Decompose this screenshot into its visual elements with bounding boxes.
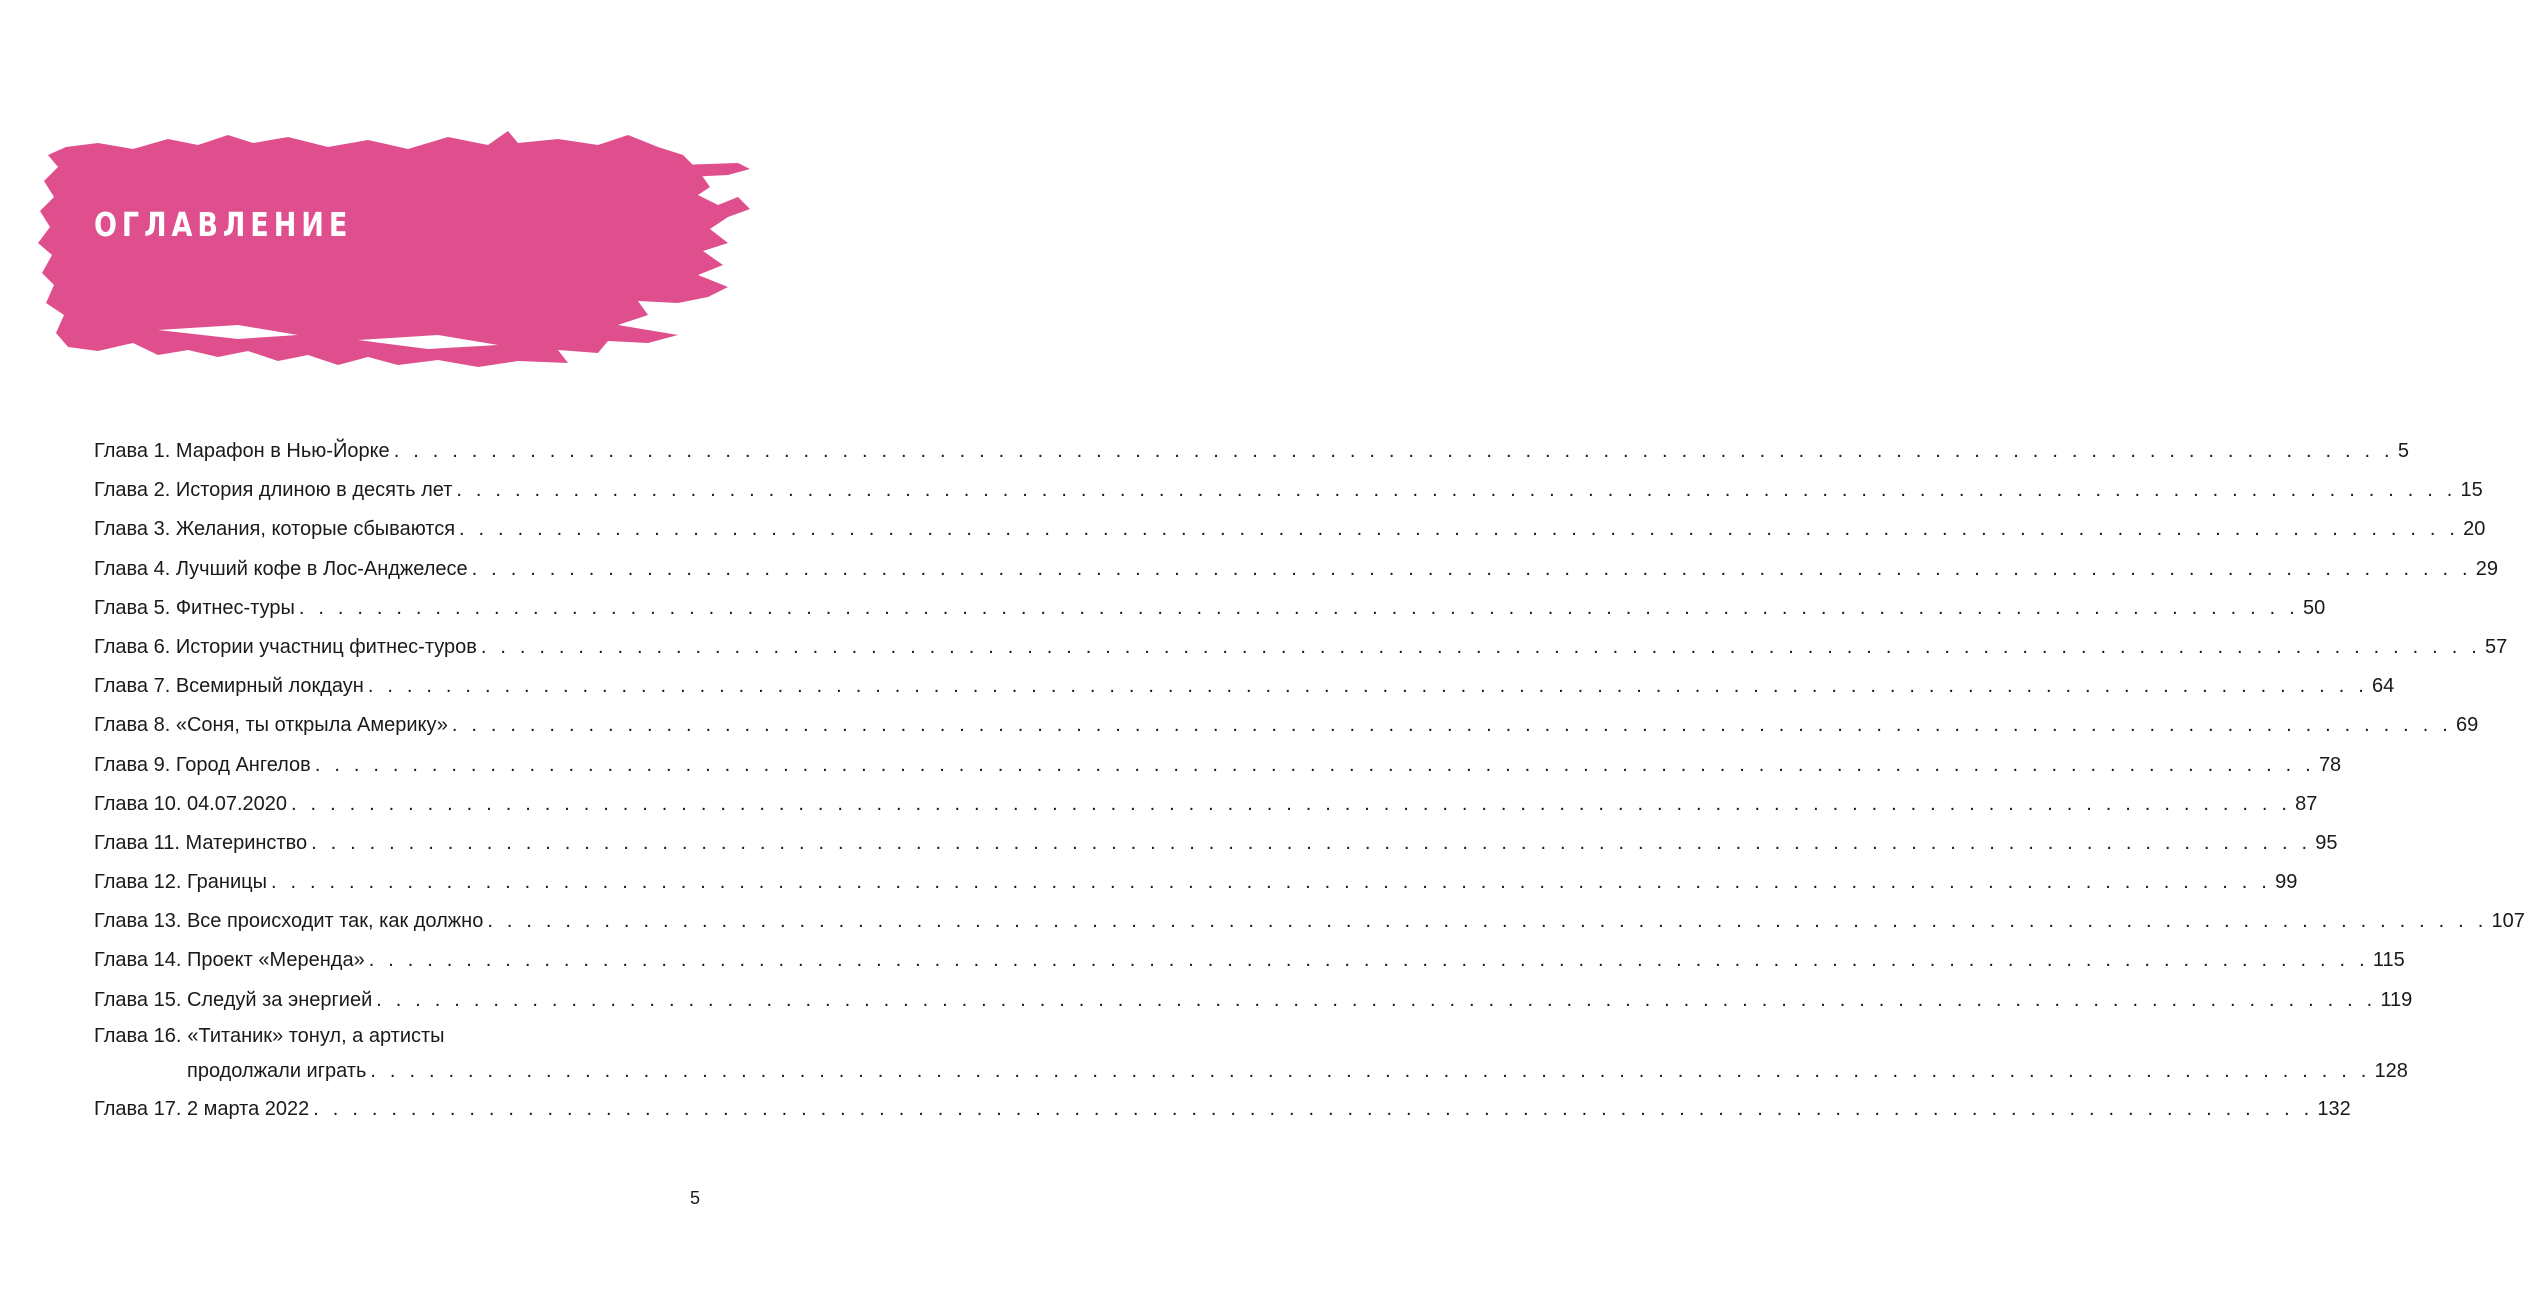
toc-entry-label: Глава 17. 2 марта 2022	[94, 1097, 310, 1120]
toc-entry-label: Глава 6. Истории участниц фитнес-туров	[94, 635, 477, 658]
dot-leader	[313, 1090, 2313, 1129]
dot-leader	[487, 902, 2487, 941]
toc-entry[interactable]	[94, 746, 2342, 785]
toc-entry-page: 95	[2315, 831, 2338, 854]
toc-entry[interactable]	[94, 824, 2338, 863]
toc-entry-label: Глава 15. Следуй за энергией	[94, 988, 373, 1011]
pink-brush-stroke	[38, 125, 750, 370]
dot-leader	[459, 510, 2459, 549]
toc-entry[interactable]	[94, 471, 2483, 510]
dot-leader	[456, 471, 2456, 510]
toc-entry[interactable]	[94, 981, 2413, 1020]
toc-entry-page: 69	[2455, 714, 2479, 737]
toc-entry-page: 57	[2484, 635, 2508, 658]
toc-heading: ОГЛАВЛЕНИЕ	[94, 205, 353, 244]
toc-entry[interactable]	[94, 1020, 2408, 1090]
toc-entry-label: Глава 13. Все происходит так, как должно	[94, 910, 484, 933]
toc-entry-label: Глава 8. «Соня, ты открыла Америку»	[94, 714, 448, 737]
toc-entry-label: Глава 4. Лучший кофе в Лос-Анджелесе	[94, 557, 468, 580]
dot-leader	[311, 824, 2311, 863]
brush-shape	[38, 131, 750, 367]
toc-entry[interactable]	[94, 628, 2508, 667]
page-number: 5	[690, 1188, 701, 1208]
toc-entry[interactable]	[94, 589, 2326, 628]
toc-entry[interactable]	[94, 1090, 2351, 1129]
dot-leader	[271, 863, 2271, 902]
dot-leader	[315, 746, 2315, 785]
toc-entry-label: Глава 11. Материнство	[94, 831, 308, 854]
toc-entry-multiline	[94, 1020, 2408, 1090]
dot-leader	[472, 550, 2472, 589]
toc-entry[interactable]	[94, 667, 2395, 706]
toc-entry[interactable]	[94, 902, 2525, 941]
toc-entry-page: 99	[2275, 871, 2298, 894]
toc-entry[interactable]	[94, 706, 2479, 745]
toc-entry-page: 20	[2463, 518, 2486, 541]
toc-entry-line-2	[94, 1053, 2408, 1090]
toc-entry-page: 29	[2475, 557, 2499, 580]
dot-leader	[452, 706, 2452, 745]
dot-leader	[394, 432, 2394, 471]
toc-entry-page: 5	[2397, 440, 2409, 462]
dot-leader	[376, 981, 2376, 1020]
toc-entry-line-1	[94, 1020, 2408, 1053]
toc-entry-label: Глава 10. 04.07.2020	[94, 792, 288, 815]
toc-entry-page: 115	[2372, 949, 2405, 972]
toc-entry-page: 15	[2460, 479, 2483, 502]
toc-entry-page: 87	[2295, 792, 2318, 815]
toc-entry-label: Глава 7. Всемирный локдаун	[94, 675, 364, 698]
toc-entry-label: Глава 14. Проект «Меренда»	[94, 949, 365, 972]
toc-entry-label: Глава 1. Марафон в Нью-Йорке	[94, 440, 390, 462]
toc-entry-page: 128	[2374, 1059, 2408, 1082]
dot-leader	[299, 589, 2299, 628]
dot-leader	[368, 667, 2368, 706]
toc-entry-label: Глава 5. Фитнес-туры	[94, 596, 295, 619]
dot-leader	[370, 1053, 2370, 1090]
toc-entry-page: 132	[2317, 1097, 2351, 1120]
toc-entry-page: 50	[2302, 596, 2326, 619]
toc-entry-label: Глава 9. Город Ангелов	[94, 753, 311, 776]
dot-leader	[369, 941, 2369, 980]
toc-entry-page: 78	[2318, 753, 2342, 776]
dot-leader	[481, 628, 2481, 667]
toc-entry[interactable]	[94, 785, 2318, 824]
toc-entry-page: 119	[2380, 988, 2413, 1011]
toc-entry-label: Глава 2. История длиною в десять лет	[94, 479, 453, 502]
toc-entry-label: Глава 3. Желания, которые сбываются	[94, 518, 456, 541]
toc-entry-label: «Титаник» тонул, а артисты	[187, 1024, 445, 1047]
toc-entry[interactable]	[94, 863, 2298, 902]
toc-entry-prefix: Глава 16.	[94, 1024, 182, 1047]
table-of-contents	[94, 432, 2525, 1129]
toc-entry[interactable]	[94, 510, 2486, 549]
toc-entry-page: 107	[2491, 910, 2525, 933]
toc-entry[interactable]	[94, 550, 2499, 589]
toc-entry-label: Глава 12. Границы	[94, 871, 267, 894]
toc-entry-label-cont: продолжали играть	[187, 1059, 367, 1082]
toc-entry[interactable]	[94, 432, 2409, 471]
toc-entry-page: 64	[2371, 675, 2395, 698]
toc-entry[interactable]	[94, 941, 2405, 980]
dot-leader	[291, 785, 2291, 824]
